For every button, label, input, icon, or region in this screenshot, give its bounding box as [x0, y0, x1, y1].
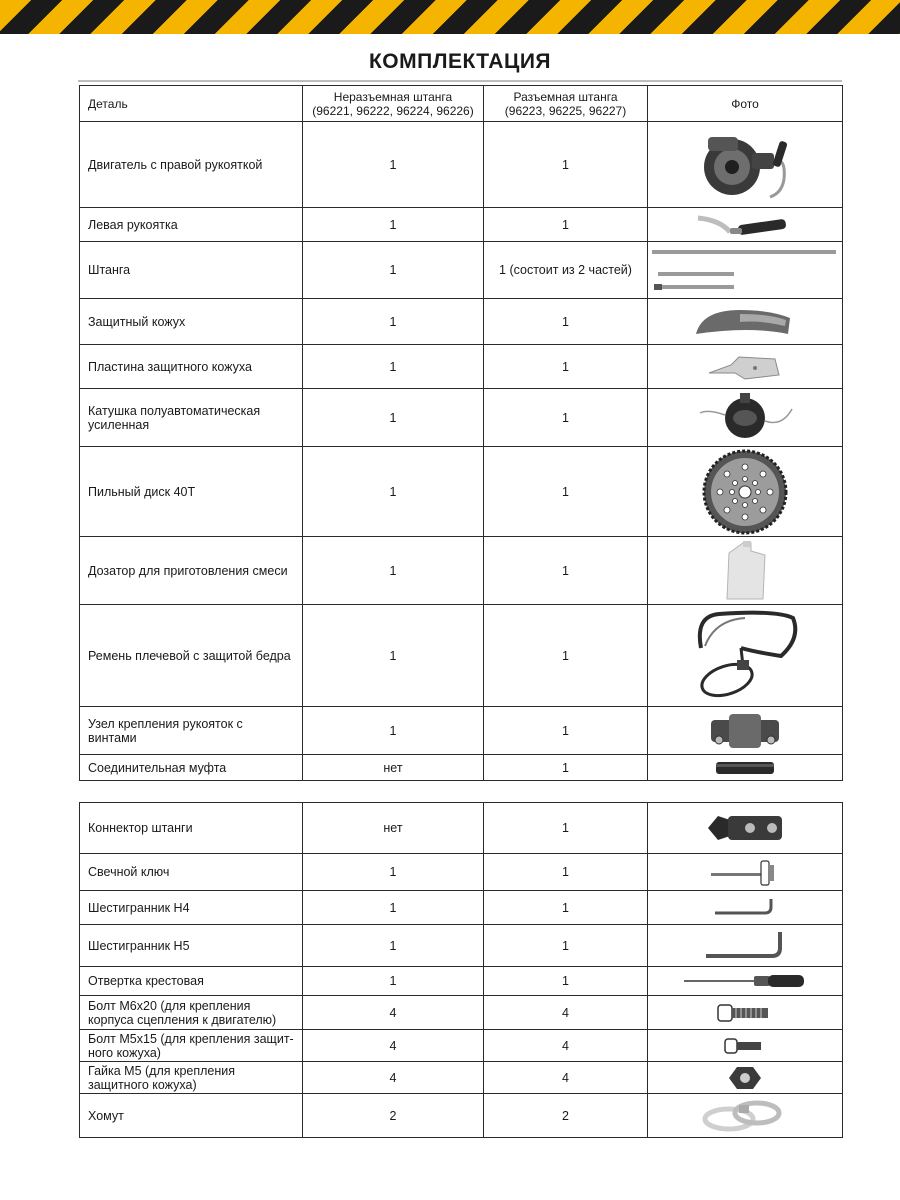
row-photo	[648, 854, 843, 891]
shaft-icon	[650, 244, 840, 296]
row-solid-qty: 1	[303, 345, 484, 389]
shaft-connector-icon	[700, 806, 790, 850]
row-split-qty: 1	[484, 537, 648, 605]
table-row	[80, 1094, 843, 1138]
bolt-m6x20-icon	[710, 1001, 780, 1025]
row-solid-qty: 1	[303, 299, 484, 345]
row-split-qty: 1	[484, 891, 648, 925]
contents-table-1	[79, 85, 843, 781]
row-solid-qty: 1	[303, 891, 484, 925]
header-photo: Фото	[648, 86, 843, 122]
row-solid-qty: 1	[303, 925, 484, 967]
saw-blade-icon	[700, 449, 790, 535]
row-solid-qty: 2	[303, 1094, 484, 1138]
row-photo	[648, 242, 843, 299]
row-split-qty: 1	[484, 447, 648, 537]
row-split-qty: 1	[484, 208, 648, 242]
row-split-qty: 2	[484, 1094, 648, 1138]
header-split-shaft-models: (96223, 96225, 96227)	[504, 103, 627, 118]
bolt-m5x15-icon	[715, 1035, 775, 1057]
row-photo	[648, 891, 843, 925]
header-part: Деталь	[80, 86, 303, 122]
table-header-row	[80, 86, 843, 122]
row-solid-qty: нет	[303, 803, 484, 854]
row-photo	[648, 122, 843, 208]
row-part-name: Хомут	[80, 1094, 303, 1138]
table-row	[80, 389, 843, 447]
row-photo	[648, 389, 843, 447]
row-part-name: Болт М5х15 (для крепления защит- ного кожуха)	[80, 1030, 303, 1062]
table-row	[80, 208, 843, 242]
row-part-name: Болт М6х20 (для крепления корпуса сцепления к двигателю)	[80, 996, 303, 1030]
row-split-qty: 1	[484, 605, 648, 707]
contents-table-2	[79, 802, 843, 1138]
row-part-name: Коннектор штанги	[80, 803, 303, 854]
row-part-name: Пильный диск 40Т	[80, 447, 303, 537]
screwdriver-icon	[680, 971, 810, 991]
row-split-qty: 1	[484, 389, 648, 447]
row-solid-qty: 1	[303, 242, 484, 299]
hex-key-h5-icon	[700, 928, 790, 964]
row-part-name: Свечной ключ	[80, 854, 303, 891]
row-split-qty: 1	[484, 854, 648, 891]
row-photo	[648, 447, 843, 537]
row-split-qty: 1	[484, 122, 648, 208]
row-photo	[648, 1094, 843, 1138]
row-part-name: Гайка М5 (для крепления защитного кожуха)	[80, 1062, 303, 1094]
row-part-name: Пластина защитного кожуха	[80, 345, 303, 389]
left-handle-icon	[690, 212, 800, 238]
header-solid-shaft	[303, 86, 484, 122]
title-divider	[78, 80, 842, 82]
row-photo	[648, 707, 843, 755]
table-row	[80, 299, 843, 345]
row-solid-qty: 1	[303, 389, 484, 447]
table-row	[80, 925, 843, 967]
table-row	[80, 996, 843, 1030]
table-row	[80, 242, 843, 299]
table-row	[80, 803, 843, 854]
row-solid-qty: 1	[303, 854, 484, 891]
row-split-qty: 1	[484, 925, 648, 967]
row-part-name: Защитный кожух	[80, 299, 303, 345]
row-photo	[648, 345, 843, 389]
row-split-qty: 1	[484, 803, 648, 854]
row-part-name: Двигатель с правой рукояткой	[80, 122, 303, 208]
guard-icon	[690, 304, 800, 340]
row-solid-qty: 4	[303, 1062, 484, 1094]
row-part-name: Узел крепления рукояток с винтами	[80, 707, 303, 755]
row-photo	[648, 1062, 843, 1094]
row-photo	[648, 755, 843, 781]
row-solid-qty: 4	[303, 996, 484, 1030]
row-photo	[648, 1030, 843, 1062]
hazard-stripe-banner	[0, 0, 900, 34]
row-photo	[648, 996, 843, 1030]
handle-clamp-icon	[705, 710, 785, 752]
engine-icon	[690, 127, 800, 203]
row-solid-qty: 1	[303, 208, 484, 242]
mixing-bottle-icon	[715, 539, 775, 603]
row-photo	[648, 925, 843, 967]
row-part-name: Штанга	[80, 242, 303, 299]
row-solid-qty: 1	[303, 707, 484, 755]
row-photo	[648, 208, 843, 242]
row-part-name: Отвертка крестовая	[80, 967, 303, 996]
header-split-shaft	[484, 86, 648, 122]
row-part-name: Катушка полуавтоматическая усиленная	[80, 389, 303, 447]
row-part-name: Левая рукоятка	[80, 208, 303, 242]
row-split-qty: 1	[484, 707, 648, 755]
table-row	[80, 1062, 843, 1094]
row-split-qty: 1 (состоит из 2 частей)	[484, 242, 648, 299]
table-row	[80, 1030, 843, 1062]
shoulder-strap-icon	[685, 608, 805, 704]
header-solid-shaft-models: (96221, 96222, 96224, 96226)	[312, 103, 474, 118]
row-photo	[648, 537, 843, 605]
row-part-name: Шестигранник Н4	[80, 891, 303, 925]
row-part-name: Шестигранник Н5	[80, 925, 303, 967]
spark-plug-wrench-icon	[705, 857, 785, 887]
table-row	[80, 122, 843, 208]
header-split-shaft-title: Разъемная штанга	[513, 89, 618, 104]
table-row	[80, 755, 843, 781]
row-part-name: Ремень плечевой с защитой бедра	[80, 605, 303, 707]
table-row	[80, 854, 843, 891]
row-split-qty: 1	[484, 299, 648, 345]
row-solid-qty: 1	[303, 605, 484, 707]
table-row	[80, 447, 843, 537]
page-title: КОМПЛЕКТАЦИЯ	[368, 50, 552, 73]
cable-tie-icon	[695, 1097, 795, 1135]
trimmer-head-icon	[690, 391, 800, 445]
row-photo	[648, 605, 843, 707]
header-solid-shaft-title: Неразъемная штанга	[333, 89, 453, 104]
row-solid-qty: 1	[303, 967, 484, 996]
row-solid-qty: 1	[303, 447, 484, 537]
row-split-qty: 1	[484, 345, 648, 389]
table-row	[80, 605, 843, 707]
table-row	[80, 537, 843, 605]
row-split-qty: 4	[484, 1030, 648, 1062]
table-row	[80, 891, 843, 925]
row-part-name: Дозатор для приготовления смеси	[80, 537, 303, 605]
row-split-qty: 1	[484, 967, 648, 996]
row-solid-qty: 4	[303, 1030, 484, 1062]
row-split-qty: 4	[484, 996, 648, 1030]
table-row	[80, 345, 843, 389]
row-part-name: Соединительная муфта	[80, 755, 303, 781]
guard-plate-icon	[705, 351, 785, 383]
table-row	[80, 967, 843, 996]
row-solid-qty: 1	[303, 122, 484, 208]
row-split-qty: 4	[484, 1062, 648, 1094]
row-photo	[648, 299, 843, 345]
row-photo	[648, 803, 843, 854]
row-solid-qty: нет	[303, 755, 484, 781]
coupling-sleeve-icon	[710, 758, 780, 778]
row-photo	[648, 967, 843, 996]
nut-m5-icon	[725, 1064, 765, 1092]
row-split-qty: 1	[484, 755, 648, 781]
table-row	[80, 707, 843, 755]
hex-key-h4-icon	[705, 895, 785, 921]
row-solid-qty: 1	[303, 537, 484, 605]
